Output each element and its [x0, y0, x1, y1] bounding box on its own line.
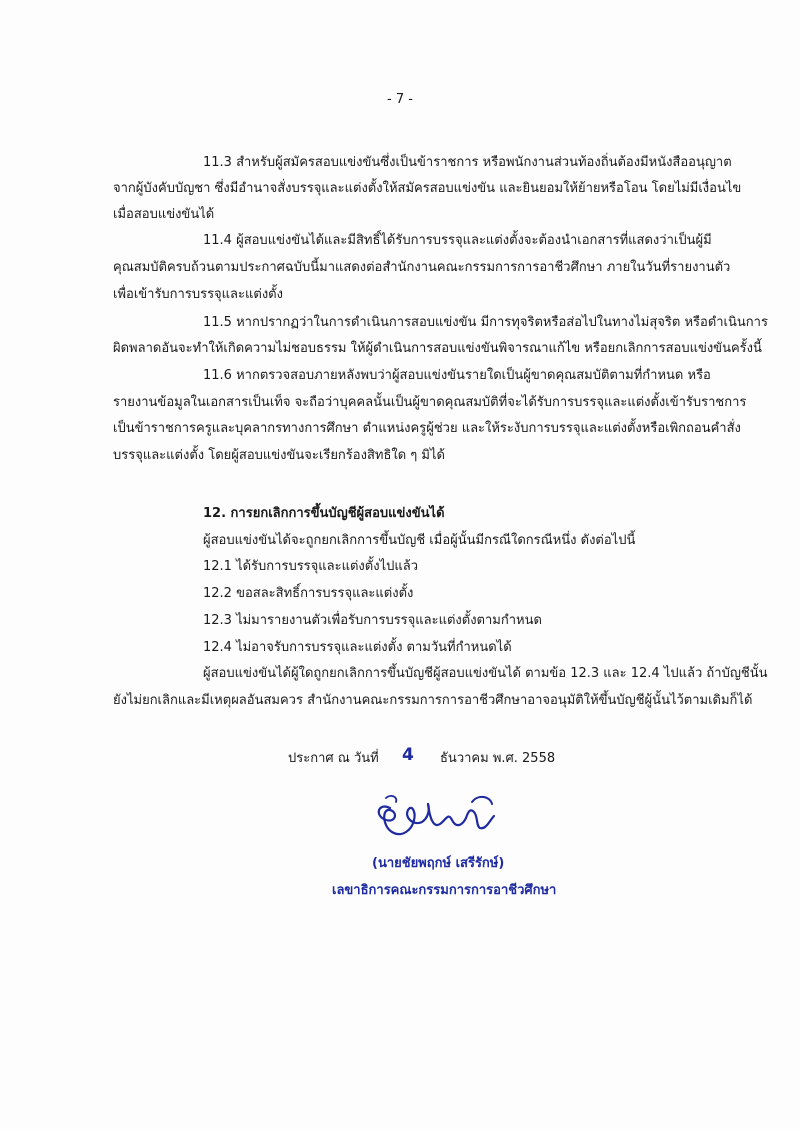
signatory-name: (นายชัยพฤกษ์ เสรีรักษ์) [372, 856, 505, 871]
para-11-6-line-3: เป็นข้าราชการครูและบุคลากรทางการศึกษา ตำแหน่งครูผู้ช่วย และให้ระงับการบรรจุและแต่งตั้งหรือเพิกถอนคำสั่ง [113, 421, 741, 436]
para-11-5-line-2: ผิดพลาดอันจะทำให้เกิดความไม่ชอบธรรม ให้ผู้ดำเนินการสอบแข่งขันพิจารณาแก้ไข หรือยกเลิกการสอบแข่งขันครั้งนี้ [113, 341, 762, 356]
section-12-heading: 12. การยกเลิกการขึ้นบัญชีผู้สอบแข่งขันได้ [203, 506, 445, 521]
announcement-day: 4 [402, 745, 414, 765]
para-11-4-line-3: เพื่อเข้ารับการบรรจุและแต่งตั้ง [113, 287, 283, 302]
section-12-closing-line-2: ยังไม่ยกเลิกและมีเหตุผลอันสมควร สำนักงานคณะกรรมการการอาชีวศึกษาอาจอนุมัติให้ขึ้นบัญชีผู้นั้นไว้ตามเดิมก็ได้ [113, 693, 753, 708]
page-number: - 7 - [387, 92, 413, 107]
para-11-3-line-2: จากผู้บังคับบัญชา ซึ่งมีอำนาจสั่งบรรจุและแต่งตั้งให้สมัครสอบแข่งขัน และยินยอมให้ย้ายหรือโอน โดยไม่มีเงื่อนไข [113, 181, 742, 196]
section-12-item-4: 12.4 ไม่อาจรับการบรรจุและแต่งตั้ง ตามวันที่กำหนดได้ [203, 640, 512, 655]
para-11-3-line-1: 11.3 สำหรับผู้สมัครสอบแข่งขันซึ่งเป็นข้าราชการ หรือพนักงานส่วนท้องถิ่นต้องมีหนังสืออนุญาต [203, 155, 732, 170]
para-11-6-line-1: 11.6 หากตรวจสอบภายหลังพบว่าผู้สอบแข่งขันรายใดเป็นผู้ขาดคุณสมบัติตามที่กำหนด หรือ [203, 368, 711, 383]
para-11-4-line-1: 11.4 ผู้สอบแข่งขันได้และมีสิทธิ์ได้รับการบรรจุและแต่งตั้งจะต้องนำเอกสารที่แสดงว่าเป็นผู้มี [203, 233, 712, 248]
section-12-intro: ผู้สอบแข่งขันได้จะถูกยกเลิกการขึ้นบัญชี เมื่อผู้นั้นมีกรณีใดกรณีหนึ่ง ดังต่อไปนี้ [203, 533, 636, 548]
section-12-item-2: 12.2 ขอสละสิทธิ์การบรรจุและแต่งตั้ง [203, 586, 414, 601]
announcement-prefix: ประกาศ ณ วันที่ [288, 751, 379, 766]
section-12-closing-line-1: ผู้สอบแข่งขันได้ผู้ใดถูกยกเลิกการขึ้นบัญชีผู้สอบแข่งขันได้ ตามข้อ 12.3 และ 12.4 ไปแล้ว ถ้าบัญชีนั้น [203, 666, 768, 681]
section-12-item-3: 12.3 ไม่มารายงานตัวเพื่อรับการบรรจุและแต่งตั้งตามกำหนด [203, 613, 542, 628]
signatory-title: เลขาธิการคณะกรรมการการอาชีวศึกษา [332, 883, 557, 898]
para-11-6-line-2: รายงานข้อมูลในเอกสารเป็นเท็จ จะถือว่าบุคคลนั้นเป็นผู้ขาดคุณสมบัติที่จะได้รับการบรรจุและแต่งตั้งเข้ารับราชการ [113, 395, 747, 410]
para-11-5-line-1: 11.5 หากปรากฏว่าในการดำเนินการสอบแข่งขัน มีการทุจริตหรือส่อไปในทางไม่สุจริต หรือดำเนินการ [203, 315, 768, 330]
para-11-3-line-3: เมื่อสอบแข่งขันได้ [113, 207, 215, 222]
para-11-4-line-2: คุณสมบัติครบถ้วนตามประกาศฉบับนี้มาแสดงต่อสำนักงานคณะกรรมการการอาชีวศึกษา ภายในวันที่รายงานตัว [113, 260, 731, 275]
section-12-item-1: 12.1 ได้รับการบรรจุและแต่งตั้งไปแล้ว [203, 559, 419, 574]
para-11-6-line-4: บรรจุและแต่งตั้ง โดยผู้สอบแข่งขันจะเรียกร้องสิทธิใด ๆ มิได้ [113, 448, 445, 463]
signature-mark [368, 790, 508, 850]
announcement-month-year: ธันวาคม พ.ศ. 2558 [440, 751, 556, 766]
